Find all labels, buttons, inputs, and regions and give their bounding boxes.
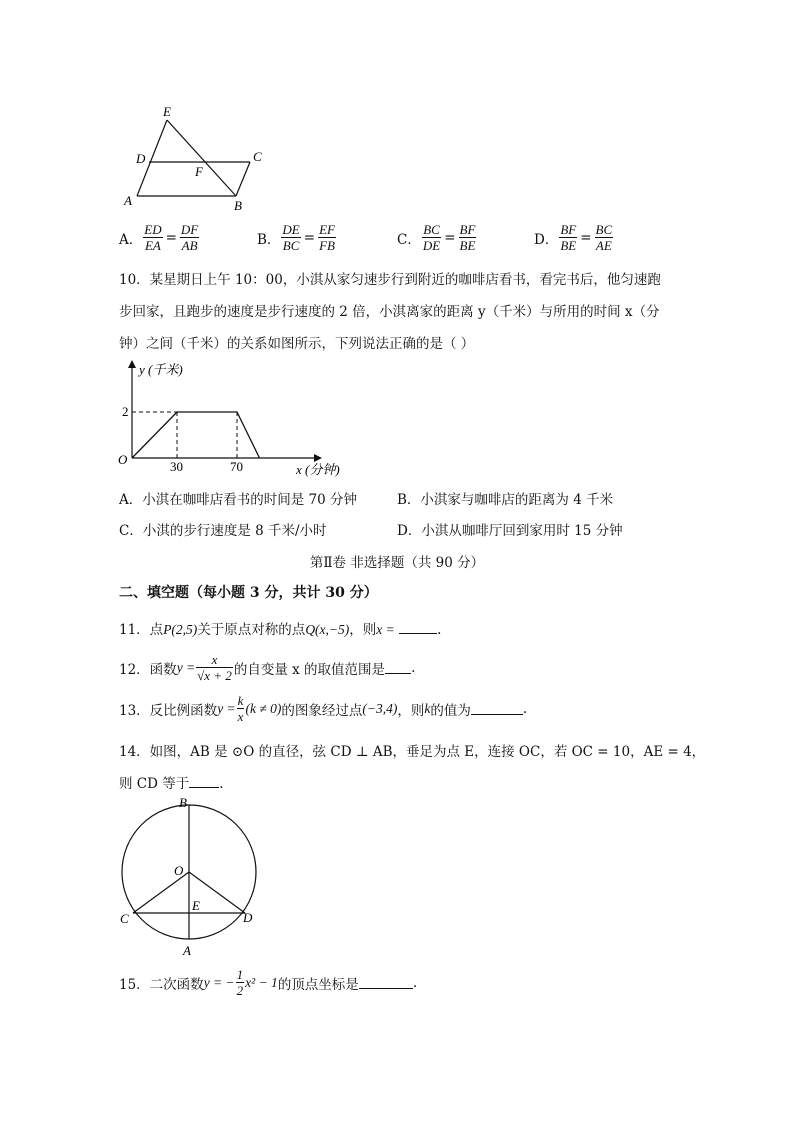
fraction-denominator: DE [422,238,441,253]
q9-option [257,222,337,253]
fraction-denominator: BE [459,238,476,253]
q9-left-fraction [422,222,441,253]
q10-option-a: A．小淇在咖啡店看书的时间是 70 分钟 [119,492,358,508]
fraction-numerator: BF [459,222,476,237]
fraction-numerator: DF [180,222,199,237]
label-O: O [174,863,184,878]
distance-time-chart [110,358,370,478]
q13-numerator: k [237,693,244,708]
q9-right-fraction [595,222,614,253]
q14-period: . [219,776,224,792]
label-D: D [136,151,146,166]
fraction-denominator: AB [181,238,198,253]
tick-label-x-30: 30 [170,459,183,474]
label-C: C [120,911,129,926]
q9-left-fraction [143,222,162,253]
q10-line3: 钟）之间（千米）的关系如图所示，下列说法正确的是（ ） [119,336,475,352]
q13-text-a: 13．反比例函数 [119,702,218,719]
q9-option [119,222,200,253]
q11-text-c: ，则 [349,622,377,638]
label-A: A [183,943,191,958]
figure-parallelogram [115,100,275,215]
q12-text-b: 的自变量 x 的取值范围是 [233,661,386,678]
q9-option-label: D． [534,231,559,248]
label-D: D [243,910,253,925]
q11-text-a: 11．点 [119,622,164,638]
q15-fraction [236,967,245,998]
fraction-denominator: BE [560,238,577,253]
q11 [119,618,441,638]
q13 [119,693,527,724]
y-axis-label: y (千米) [139,362,183,377]
section2-title: 二、填空题（每小题 3 分，共计 30 分） [119,585,378,601]
q15-expression: x² − 1 [245,974,278,990]
q15-period: . [412,974,418,991]
q9-option-label: A． [119,231,143,248]
q14-line1: 14．如图，AB 是 ⊙O 的直径，弦 CD ⊥ AB，垂足为点 E，连接 OC，若 OC = 10，AE = 4， [119,744,706,760]
q15-answer-blank[interactable] [359,976,413,989]
equals-sign: = [165,229,177,246]
q12-numerator: x [196,652,233,668]
q15-text-c: 的顶点坐标是 [277,976,359,993]
q12-text-a: 12．函数 [119,661,177,678]
q9-left-fraction [559,222,577,253]
q15-y-equals: y = − [203,974,235,990]
label-E: E [192,898,200,913]
segment-oc [133,872,189,913]
q14-line2 [119,772,224,792]
q9-right-fraction [459,222,477,253]
y-axis-arrow [128,360,136,368]
q11-point-q: Q(x,−5) [305,622,350,637]
x-axis-arrow [314,454,322,462]
q11-answer-blank[interactable] [399,621,437,634]
q13-text-c: ，则 [397,702,425,719]
q13-point: (−3,4) [362,700,398,716]
fraction-numerator: BF [560,222,577,237]
q9-option [397,222,477,253]
origin-label: O [118,452,128,467]
q11-point-p: P(2,5) [163,622,198,637]
distance-series-line [132,412,260,458]
fraction-numerator: DE [282,222,300,237]
q12-denominator: √x + 2 [197,668,232,683]
q10-option-d: D．小淇从咖啡厅回到家用时 15 分钟 [397,523,623,539]
q13-fraction [237,693,245,724]
q13-var-k: k [424,700,431,716]
q12-answer-blank[interactable] [385,661,411,674]
q9-option-label: B． [257,231,281,248]
equals-sign: = [580,229,592,246]
q15 [119,967,417,998]
q9-option-label: C． [397,231,421,248]
q15-denominator: 2 [236,983,244,998]
fraction-numerator: BC [595,222,613,237]
q10-line1: 10．某星期日上午 10：00，小淇从家匀速步行到附近的咖啡店看书，看完书后，他匀速跑 [119,272,661,288]
q9-left-fraction [281,222,300,253]
q9-option [534,222,614,253]
fraction-denominator: AE [595,238,612,253]
q10-option-b: B．小淇家与咖啡店的距离为 4 千米 [397,492,614,508]
label-C: C [253,149,262,164]
equals-sign: = [444,229,456,246]
tick-label-x-70: 70 [230,459,243,474]
q13-denominator: x [237,709,244,724]
q11-var-x: x = [376,622,395,637]
q13-y-equals: y = [217,700,236,716]
fraction-denominator: EA [144,238,161,253]
label-B: B [179,795,187,810]
q13-answer-blank[interactable] [471,702,523,715]
label-E: E [163,104,171,119]
q12-fraction [196,652,233,683]
figure-circle [110,795,280,960]
tick-label-y-2: 2 [122,404,129,419]
q11-period: . [437,622,442,638]
fraction-numerator: EF [319,222,335,237]
q10-option-c: C．小淇的步行速度是 8 千米/小时 [119,523,327,539]
q13-text-b: 的图象经过点 [281,702,363,719]
fraction-denominator: BC [282,238,300,253]
q14-answer-blank[interactable] [189,775,219,788]
part2-title: 第Ⅱ卷 非选择题（共 90 分） [309,555,485,571]
q9-right-fraction [318,222,336,253]
q10-line2: 步回家，且跑步的速度是步行速度的 2 倍，小淇离家的距离 y（千米）与所用的时间 x（分 [119,304,660,320]
q13-text-d: 的值为 [430,702,471,719]
q11-text-b: 关于原点对称的点 [197,622,306,638]
q13-period: . [522,700,528,717]
label-F: F [195,164,203,179]
q15-numerator: 1 [236,967,244,982]
equals-sign: = [303,229,316,246]
label-B: B [234,198,242,213]
q9-right-fraction [180,222,199,253]
x-axis-label: x (分钟) [296,462,340,477]
fraction-denominator: FB [319,238,335,253]
q13-condition: (k ≠ 0) [245,700,282,716]
q15-text-a: 15．二次函数 [119,976,204,993]
fraction-numerator: BC [423,222,440,237]
q14-text-a: 则 CD 等于 [119,776,190,792]
q12-y-equals: y = [176,659,196,675]
q12-period: . [411,659,416,676]
q12 [119,652,415,683]
fraction-numerator: ED [144,222,162,237]
label-A: A [124,193,132,208]
